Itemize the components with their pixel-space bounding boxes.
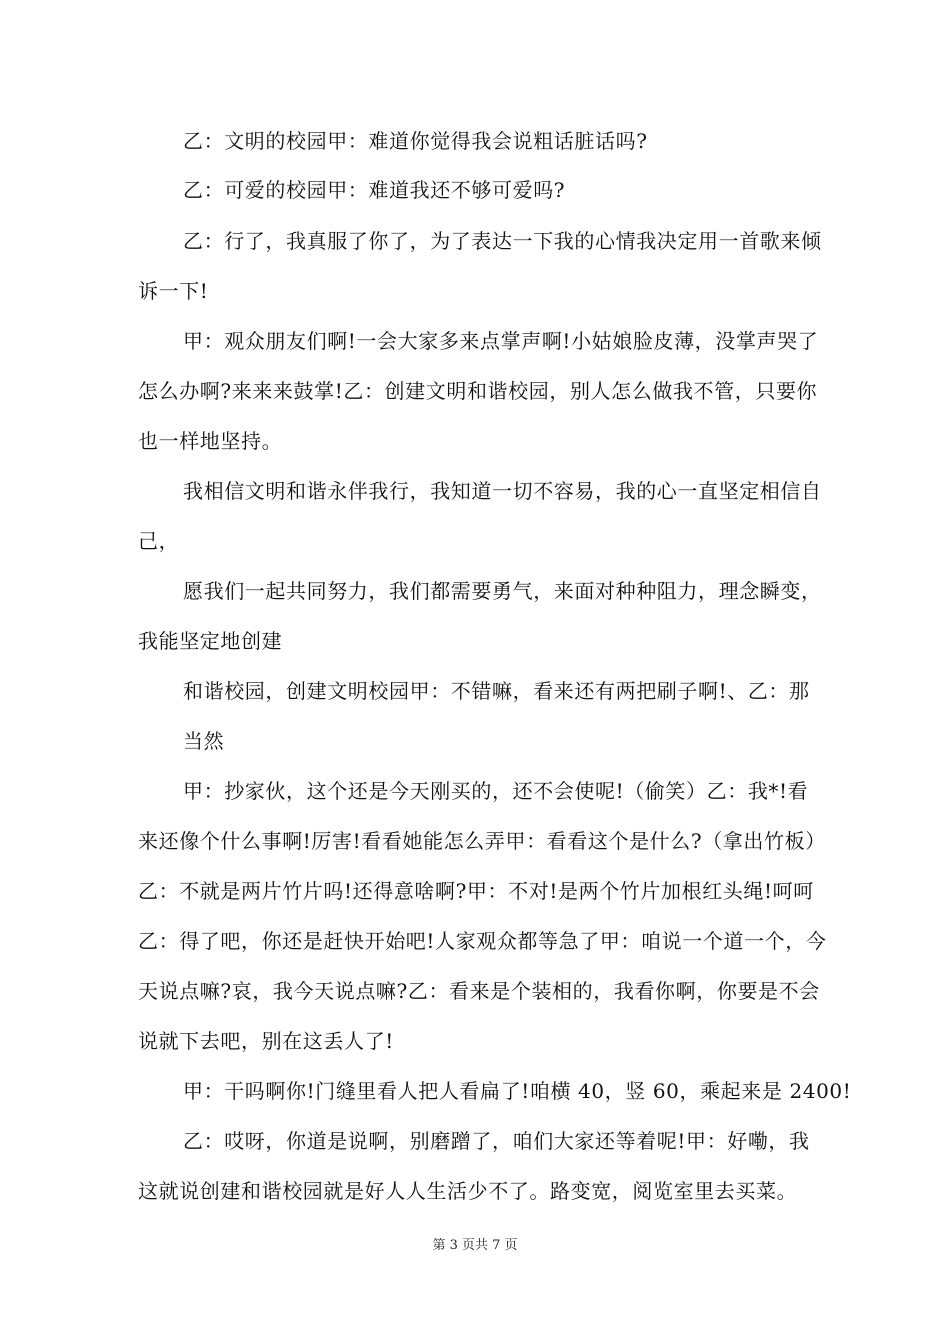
text-line: 当然: [183, 729, 225, 753]
text-line: 怎么办啊?来来来鼓掌!乙：创建文明和谐校园，别人怎么做我不管，只要你: [138, 379, 818, 403]
text-line: 也一样地坚持。: [138, 429, 283, 453]
text-line: 这就说创建和谐校园就是好人人生活少不了。路变宽，阅览室里去买菜。: [138, 1179, 798, 1203]
text-line: 我相信文明和谐永伴我行，我知道一切不容易，我的心一直坚定相信自: [183, 479, 822, 503]
text-line: 甲：干吗啊你!门缝里看人把人看扁了!咱横 40，竖 60，乘起来是 2400!: [183, 1079, 852, 1103]
text-line: 愿我们一起共同努力，我们都需要勇气，来面对种种阻力，理念瞬变，: [183, 579, 822, 603]
text-line: 诉一下!: [138, 279, 209, 303]
text-line: 甲：观众朋友们啊!一会大家多来点掌声啊!小姑娘脸皮薄，没掌声哭了: [183, 329, 819, 353]
text-line: 和谐校园，创建文明校园甲：不错嘛，看来还有两把刷子啊!、乙：那: [183, 679, 810, 703]
text-line: 说就下去吧，别在这丢人了!: [138, 1029, 394, 1053]
text-line: 乙：可爱的校园甲：难道我还不够可爱吗?: [183, 178, 566, 202]
text-line: 乙：行了，我真服了你了，为了表达一下我的心情我决定用一首歌来倾: [183, 229, 822, 253]
page-number-footer: 第 3 页共 7 页: [432, 1238, 518, 1253]
text-line: 乙：不就是两片竹片吗!还得意啥啊?甲：不对!是两个竹片加根红头绳!呵呵: [138, 879, 814, 903]
text-line: 来还像个什么事啊!厉害!看看她能怎么弄甲：看看这个是什么?（拿出竹板）: [138, 829, 826, 853]
text-line: 乙：得了吧，你还是赶快开始吧!人家观众都等急了甲：咱说一个道一个，今: [138, 929, 827, 953]
text-line: 己，: [138, 529, 180, 553]
text-line: 乙：文明的校园甲：难道你觉得我会说粗话脏话吗?: [183, 129, 648, 153]
text-line: 我能坚定地创建: [138, 629, 283, 653]
text-line: 乙：哎呀，你道是说啊，别磨蹭了，咱们大家还等着呢!甲：好嘞，我: [183, 1129, 810, 1153]
text-line: 天说点嘛?哀，我今天说点嘛?乙：看来是个装相的，我看你啊，你要是不会: [138, 979, 820, 1003]
text-line: 甲：抄家伙，这个还是今天刚买的，还不会使呢!（偷笑）乙：我*!看: [183, 779, 809, 803]
